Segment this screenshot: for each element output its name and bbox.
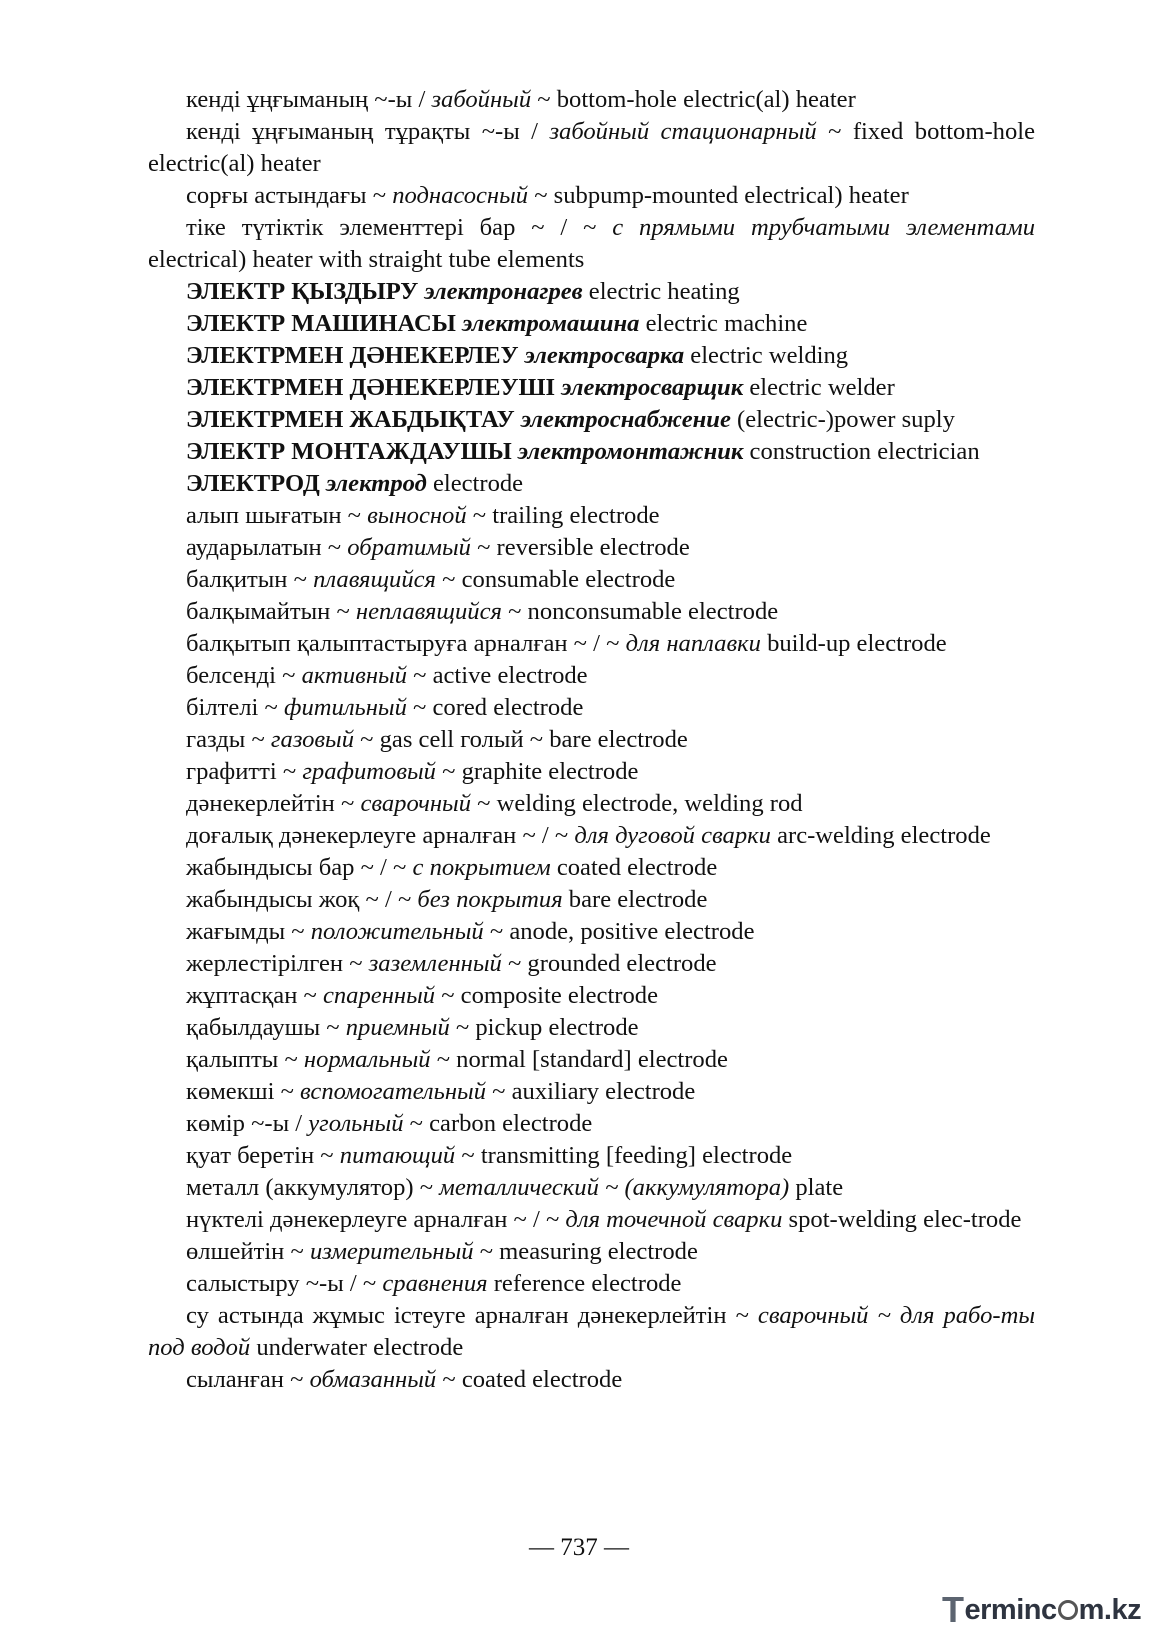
entry-text: ~ auxiliary electrode [486,1078,696,1105]
entry-text: кенді ұңғыманың тұрақты ~-ы / [186,118,550,145]
entry-text: балқитын ~ [186,566,314,593]
logo-t: T [942,1589,964,1630]
entry-russian-term: измерительный [309,1238,474,1265]
entry-text: ~ carbon electrode [403,1110,593,1137]
dictionary-entry [148,276,1035,308]
entry-russian-term: графитовый [302,758,436,785]
entry-text: металл (аккумулятор) ~ [186,1174,440,1201]
entry-text: ~ gas cell голый ~ bare electrode [354,726,688,753]
entry-text: ~ bottom-hole electric(al) heater [531,86,856,113]
entry-text: plate [789,1174,844,1201]
dictionary-entry [148,980,1035,1012]
entry-text: electric welding [684,342,849,369]
entry-russian-term: неплавящийся [355,598,502,625]
dictionary-entry [148,1172,1035,1204]
dictionary-entry [148,1204,1035,1236]
entry-headword: ЭЛЕКТРМЕН ЖАБДЫҚТАУ [186,406,521,433]
page-number: — 737 — [529,1534,629,1561]
dictionary-entry [148,84,1035,116]
entry-russian-term: заземленный [368,950,502,977]
entry-text: ~ pickup electrode [449,1014,639,1041]
entry-text: reference electrode [487,1270,682,1297]
dictionary-entry [148,756,1035,788]
dictionary-entry [148,308,1035,340]
entry-russian-headword: электросварка [524,342,685,369]
entry-russian-term: выносной [367,502,467,529]
dictionary-entry [148,564,1035,596]
entry-text: су астында жұмыс істеуге арналған дәнекерлейтін ~ [186,1302,758,1329]
dictionary-entry [148,340,1035,372]
entry-text: жабындысы жоқ ~ / ~ [186,886,418,913]
dictionary-entry [148,884,1035,916]
entry-text: ~ transmitting [feeding] electrode [455,1142,793,1169]
entry-russian-term: сварочный ~ для рабо-ты под водой [148,1302,1035,1361]
entry-russian-term: с прямыми трубчатыми элементами [612,214,1035,241]
entry-russian-headword: электросварщик [561,374,744,401]
dictionary-entry [148,820,1035,852]
entry-text: жұптасқан ~ [186,982,323,1009]
entry-russian-term: активный [301,662,407,689]
entry-russian-term: нормальный [303,1046,431,1073]
dictionary-entry [148,180,1035,212]
dictionary-entry [148,1044,1035,1076]
entry-russian-term: питающий [339,1142,456,1169]
entry-russian-headword: электрод [325,470,427,497]
entry-text: сыланған ~ [186,1366,310,1393]
dictionary-entry [148,1300,1035,1364]
entry-text: ~ measuring electrode [473,1238,698,1265]
dictionary-entry [148,1236,1035,1268]
entry-russian-term: металлический ~ (аккумулятора) [439,1174,790,1201]
entry-headword: ЭЛЕКТРМЕН ДӘНЕКЕРЛЕУШІ [186,374,562,401]
entry-russian-term: без покрытия [417,886,563,913]
entry-text: electric heating [582,278,740,305]
entry-text: ~ cored electrode [406,694,584,721]
logo-text-1: erminc [964,1593,1057,1626]
entry-text: electrode [426,470,524,497]
entry-russian-term: забойный [431,86,532,113]
dictionary-entry [148,724,1035,756]
entry-russian-term: вспомогательный [300,1078,486,1105]
entry-russian-term: газовый [270,726,355,753]
dictionary-entry [148,916,1035,948]
entry-text: electric welder [743,374,895,401]
entry-russian-term: фитильный [284,694,407,721]
entry-text: көмекші ~ [186,1078,301,1105]
dictionary-entry [148,500,1035,532]
entry-russian-headword: электромашина [462,310,640,337]
entry-text: графитті ~ [186,758,303,785]
magnifier-icon [1058,1600,1078,1620]
entry-text: (electric-)power suply [730,406,955,433]
entry-russian-term: обратимый [347,534,471,561]
entry-russian-term: сравнения [382,1270,488,1297]
entry-russian-term: для наплавки [625,630,761,657]
entry-text: белсенді ~ [186,662,302,689]
entry-text: ~ consumable electrode [436,566,676,593]
entry-text: ~ normal [standard] electrode [430,1046,728,1073]
entry-russian-headword: электроснабжение [520,406,731,433]
entry-text: тіке түтіктік элементтері бар ~ / ~ [186,214,613,241]
entry-text: кенді ұңғыманың ~-ы / [186,86,432,113]
entry-headword: ЭЛЕКТРОД [186,470,326,497]
entry-russian-headword: электронагрев [424,278,583,305]
entry-text: ~ subpump-mounted electrical) heater [528,182,909,209]
entry-russian-term: спаренный [322,982,436,1009]
entry-headword: ЭЛЕКТР МОНТАЖДАУШЫ [186,438,518,465]
entry-text: жағымды ~ [186,918,311,945]
entry-text: сорғы астындағы ~ [186,182,393,209]
dictionary-entry [148,852,1035,884]
dictionary-entry [148,532,1035,564]
entry-text: алып шығатын ~ [186,502,368,529]
entry-text: coated electrode [550,854,718,881]
dictionary-entry [148,1012,1035,1044]
entry-text: қуат беретін ~ [186,1142,340,1169]
entry-text: ~ reversible electrode [470,534,690,561]
entry-text: жабындысы бар ~ / ~ [186,854,413,881]
entry-text: газды ~ [186,726,271,753]
entry-text: ~ active electrode [407,662,588,689]
entry-text: spot-welding elec-trode [782,1206,1022,1233]
dictionary-entry [148,1108,1035,1140]
dictionary-entries [148,84,1035,1396]
entry-text: ~ fixed bottom-hole electric(al) heater [148,118,1035,177]
entry-text: bare electrode [562,886,708,913]
logo-text-2: m.kz [1078,1593,1142,1626]
dictionary-entry [148,436,1035,468]
dictionary-entry [148,1364,1035,1396]
entry-text: көмір ~-ы / [186,1110,309,1137]
entry-russian-term: забойный стационарный [549,118,817,145]
entry-russian-term: сварочный [360,790,472,817]
entry-text: construction electrician [743,438,980,465]
entry-text: ~ grounded electrode [501,950,717,977]
dictionary-entry [148,372,1035,404]
entry-text: ~ composite electrode [435,982,658,1009]
entry-text: нүктелі дәнекерлеуге арналған ~ / ~ [186,1206,566,1233]
dictionary-entry [148,468,1035,500]
entry-text: electrical) heater with straight tube elements [148,246,585,273]
entry-text: салыстыру ~-ы / ~ [186,1270,383,1297]
entry-text: доғалық дәнекерлеуге арналған ~ / ~ [186,822,575,849]
entry-text: build-up electrode [760,630,947,657]
entry-text: білтелі ~ [186,694,284,721]
entry-text: аударылатын ~ [186,534,348,561]
entry-russian-term: обмазанный [309,1366,437,1393]
dictionary-entry [148,212,1035,276]
entry-text: дәнекерлейтін ~ [186,790,361,817]
entry-text: жерлестірілген ~ [186,950,369,977]
entry-russian-term: для точечной сварки [565,1206,783,1233]
dictionary-entry [148,1076,1035,1108]
entry-text: ~ coated electrode [436,1366,623,1393]
entry-russian-term: приемный [345,1014,450,1041]
entry-russian-headword: электромонтажник [517,438,744,465]
entry-russian-term: положительный [310,918,484,945]
entry-text: arc-welding electrode [770,822,991,849]
entry-russian-term: поднасосный [392,182,529,209]
entry-text: ~ nonconsumable electrode [501,598,779,625]
dictionary-entry [148,660,1035,692]
entry-russian-term: для дуговой сварки [574,822,771,849]
dictionary-entry [148,788,1035,820]
entry-text: ~ graphite electrode [435,758,639,785]
entry-text: қалыпты ~ [186,1046,304,1073]
dictionary-entry [148,404,1035,436]
entry-text: қабылдаушы ~ [186,1014,346,1041]
dictionary-entry [148,948,1035,980]
dictionary-entry [148,116,1035,180]
entry-text: ~ welding electrode, welding rod [471,790,803,817]
entry-text: балқымайтын ~ [186,598,356,625]
dictionary-entry [148,628,1035,660]
entry-text: балқытып қалыптастыруға арналған ~ / ~ [186,630,626,657]
dictionary-entry [148,692,1035,724]
entry-text: ~ anode, positive electrode [483,918,755,945]
entry-headword: ЭЛЕКТР ҚЫЗДЫРУ [186,278,425,305]
entry-headword: ЭЛЕКТРМЕН ДӘНЕКЕРЛЕУ [186,342,525,369]
dictionary-entry [148,596,1035,628]
dictionary-entry [148,1268,1035,1300]
entry-text: electric machine [639,310,808,337]
entry-text: underwater electrode [250,1334,464,1361]
entry-text: ~ trailing electrode [466,502,660,529]
entry-text: өлшейтін ~ [186,1238,310,1265]
entry-russian-term: плавящийся [313,566,436,593]
entry-russian-term: угольный [308,1110,404,1137]
entry-headword: ЭЛЕКТР МАШИНАСЫ [186,310,463,337]
dictionary-entry [148,1140,1035,1172]
termincom-logo [942,1590,1141,1630]
entry-russian-term: с покрытием [412,854,551,881]
